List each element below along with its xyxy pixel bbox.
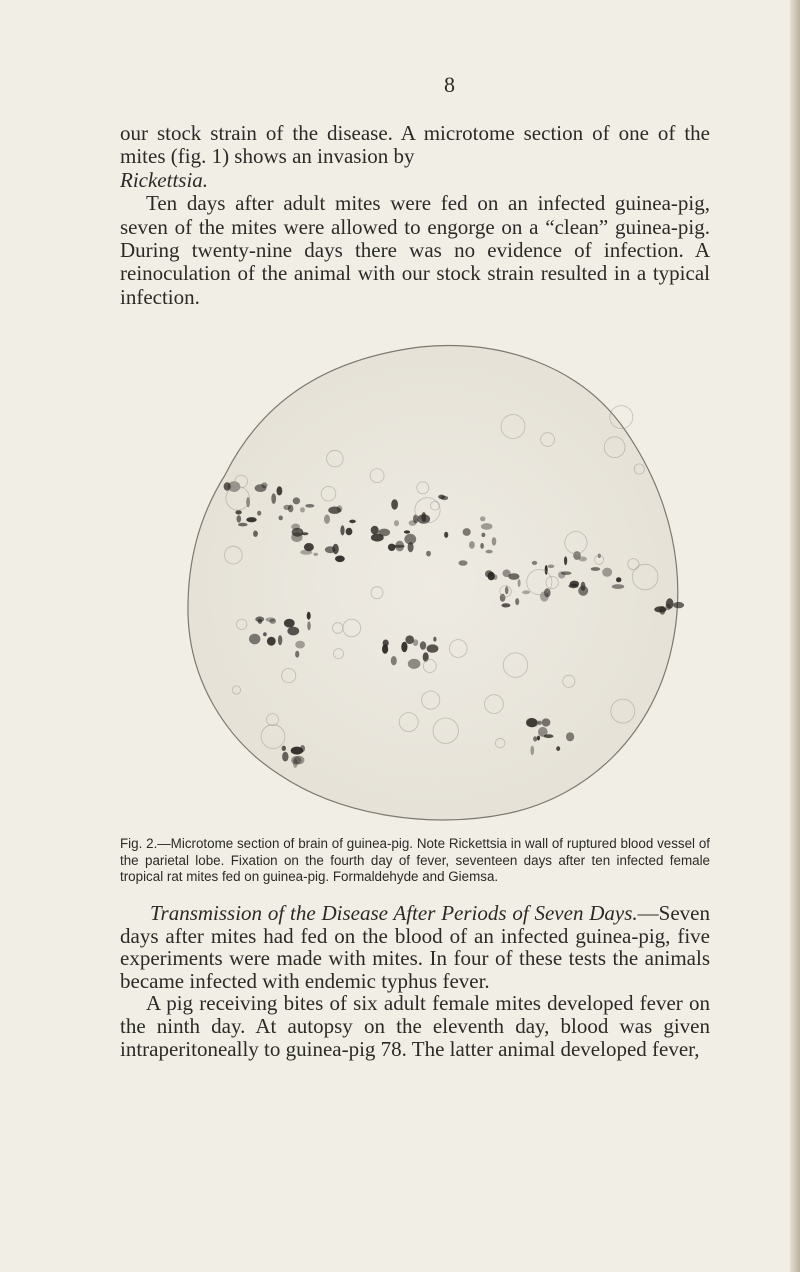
stain-blob [307,612,311,620]
stain-blob [300,507,305,512]
stain-blob [391,656,397,665]
stain-blob [313,553,318,556]
stain-blob [371,534,384,542]
stain-blob [278,635,282,645]
stain-blob [346,528,353,535]
stain-blob [485,570,493,577]
stain-blob [282,752,288,762]
stain-blob [261,482,267,488]
stain-blob [482,533,486,537]
stain-blob [612,584,624,589]
stain-blob [480,543,484,549]
body-text-top [120,122,710,309]
stain-blob [616,577,621,582]
stain-blob [602,568,612,577]
micrograph-image [170,335,700,830]
stain-blob [426,551,431,557]
stain-blob [518,579,521,587]
stain-blob [304,543,314,551]
stain-blob [508,573,519,580]
stain-blob [493,574,497,580]
stain-blob [556,746,560,751]
stain-blob [394,520,399,526]
stain-blob [382,644,388,654]
stain-blob [328,507,341,514]
page-number: 8 [444,72,456,97]
stain-blob [673,602,684,608]
stain-blob [500,594,506,602]
stain-blob [237,515,242,522]
stain-blob [307,621,311,630]
stain-blob [277,486,283,495]
stain-blob [267,637,276,646]
stain-blob [371,526,379,535]
stain-blob [527,719,538,727]
stain-blob [325,546,336,553]
stain-blob [287,627,299,636]
stain-blob [530,746,534,756]
stain-blob [295,641,305,649]
stain-blob [405,635,414,644]
stain-blob [558,571,565,578]
body-text-bottom [120,902,710,1060]
stain-blob [505,586,509,594]
stain-blob [291,524,300,531]
stain-blob [404,534,416,545]
stain-blob [263,632,267,636]
stain-blob [238,523,248,527]
stain-blob [581,582,586,591]
stain-blob [441,496,449,500]
stain-blob [401,642,407,652]
paragraph-continuation [120,122,710,192]
stain-blob [480,516,485,521]
stain-blob [463,528,471,536]
stain-blob [492,537,497,545]
stain-blob [532,561,537,565]
stain-blob [444,532,448,538]
stain-blob [408,659,421,669]
stain-blob [515,598,519,605]
paragraph-pig: A pig receiving bites of six adult female mites developed fever on the ninth day. At autopsy on the eleventh day, blood was given intraperitoneally to guinea-pig 78. The latter animal developed fever, [120,991,710,1061]
stain-blob [293,497,300,504]
stain-blob [284,619,295,628]
stain-blob [291,756,301,765]
stain-blob [283,505,290,510]
stain-blob [249,634,260,645]
stain-blob [340,525,344,535]
stain-blob [404,530,410,533]
stain-blob [423,652,429,661]
stain-blob [564,556,567,565]
stain-blob [335,556,345,563]
stain-blob [324,515,330,524]
stain-blob [542,718,551,726]
section-text: —Seven days after mites had fed on the blood of an infected guinea-pig, five experiments were made with mites. In four of these tests the animals became infected with endemic typhus fever. [120,901,710,993]
stain-blob [545,565,548,575]
stain-blob [271,493,276,504]
stain-blob [391,499,398,509]
stain-blob [420,641,426,650]
section-paragraph [120,902,710,992]
figure-caption: Fig. 2.—Microtome section of brain of guinea-pig. Note Rickettsia in wall of ruptured blood vessel of the parietal lobe. Fixation on the fourth day of fever, seventeen days after ten infected female tropical rat mites fed on guinea-pig. Formaldehyde and Giemsa. [120,836,710,884]
stain-blob [282,746,286,751]
stain-blob [427,644,439,652]
stain-blob [591,567,600,571]
stain-blob [654,606,666,612]
paragraph-ten-days: Ten days after adult mites were fed on an infected guinea-pig, seven of the mites were allowed to engorge on a “clean” guinea-pig. During twenty-nine days there was no evidence of infection. A reinoculation of the animal with our stock strain resulted in a typical infection. [120,191,710,309]
stain-blob [253,531,258,537]
stain-blob [501,603,510,607]
stain-blob [522,590,530,594]
stain-blob [266,617,276,621]
stain-blob [291,532,302,542]
paragraph-continuation-text: our stock strain of the disease. A microtome section of one of the mites (fig. 1) shows an invasion by [120,121,710,169]
section-outline [188,346,678,820]
stain-blob [395,541,404,552]
stain-blob [295,651,299,658]
stain-blob [279,516,283,521]
stain-blob [666,598,674,609]
stain-blob [538,721,542,725]
stain-blob [533,736,537,741]
section-heading: Transmission of the Disease After Periods of Seven Days. [150,901,638,925]
stain-blob [469,541,475,549]
figure-micrograph [170,335,700,830]
stain-blob [548,565,555,569]
stain-blob [246,517,256,522]
stain-blob [579,557,587,562]
stain-blob [570,581,579,587]
stain-blob [433,637,436,642]
stain-blob [235,510,241,514]
stain-blob [301,532,308,535]
stain-blob [486,550,493,554]
rickettsia-term: Rickettsia. [120,167,209,192]
stain-blob [538,727,548,737]
stain-blob [291,747,303,755]
stain-blob [388,544,396,551]
stain-blob [566,732,574,741]
stain-blob [349,520,356,524]
stain-blob [305,504,314,508]
stain-blob [257,511,261,516]
page-edge [790,0,800,1272]
stain-blob [255,616,264,622]
stain-blob [459,560,468,566]
stain-blob [537,736,540,741]
stain-blob [481,523,493,530]
